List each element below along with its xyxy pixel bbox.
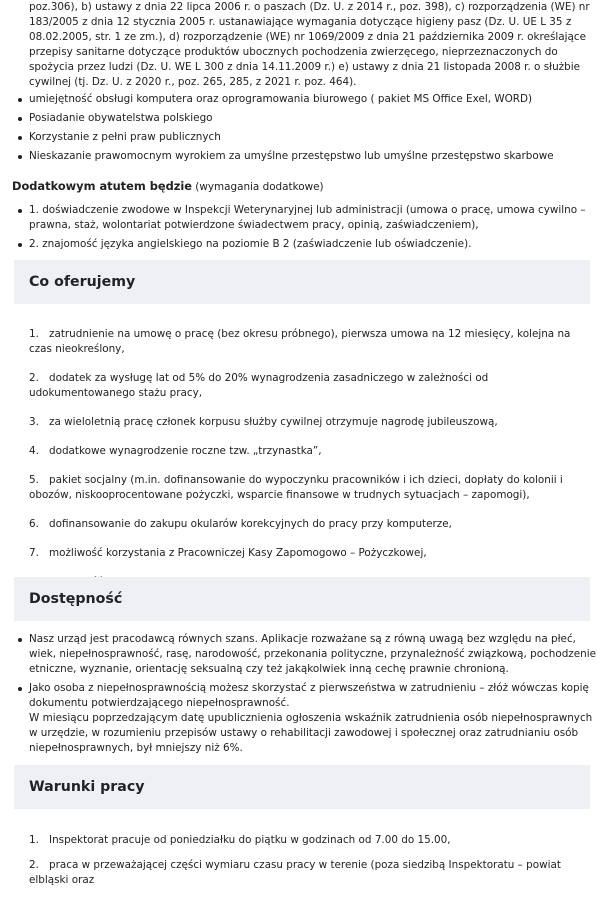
item-number: 2. (29, 859, 39, 871)
item-text: dodatkowe wynagrodzenie roczne tzw. „trzynastka”, (49, 445, 322, 457)
employment-rate-text: W miesiącu poprzedzającym datę upublicznienia ogłoszenia wskaźnik zatrudnienia osób niepełnosprawnych w urzędzie, w rozumieniu przepisów ustawy o rehabilitacji zawodowej i społecznej oraz zatrudnianiu osób niepełnosprawnych, był mniejszy niż 6%. (29, 712, 593, 754)
item-text: za wieloletnią pracę członek korpusu służby cywilnej otrzymuje nagrodę jubileuszową, (49, 416, 498, 428)
item-text: dofinansowanie do zakupu okularów korekcyjnych do pracy przy komputerze, (49, 518, 452, 530)
list-item: 2. znajomość języka angielskiego na poziomie B 2 (zaświadczenie lub oświadczenie). (12, 237, 600, 252)
item-number: 7. (29, 547, 39, 559)
list-item: Korzystanie z pełni praw publicznych (12, 130, 600, 145)
conditions-title: Warunki pracy (29, 778, 145, 795)
disability-priority-text: Jako osoba z niepełnosprawnością możesz skorzystać z pierwszeństwa w zatrudnieniu – złóż wówczas kopię dokumentu potwierdzającego niepełnosprawność. (29, 682, 589, 709)
list-item (29, 546, 591, 561)
item-number: 6. (29, 518, 39, 530)
list-item (29, 858, 591, 888)
additional-heading (12, 179, 600, 195)
accessibility-list (12, 632, 600, 756)
accessibility-title: Dostępność (29, 590, 123, 607)
legal-basis-text: poz.306), b) ustawy z dnia 22 lipca 2006 r. o paszach (Dz. U. z 2014 r., poz. 398), c) rozporządzenia (WE) nr 183/2005 z dnia 12 stycznia 2005 r. ustanawiające wymagania dotyczące higieny pasz (Dz. U. UE L 35 z 08.02.2005, str. 1 ze zm.), d) rozporządzenie (WE) nr 1069/2009 z dnia 21 października 2009 r. określające przepisy sanitarne dotyczące produktów ubocznych pochodzenia zwierzęcego, nieprzeznaczonych do spożycia przez ludzi (Dz. U. WE L 300 z dnia 14.11.2009 r.) e) ustawy z dnia 21 listopada 2008 r. o służbie cywilnej (tj. Dz. U. z 2020 r., poz. 265, 285, z 2021 r. poz. 464). (29, 1, 590, 88)
list-item (29, 327, 591, 357)
intro-section (12, 0, 600, 164)
item-text: możliwość korzystania z Pracowniczej Kasy Zapomogowo – Pożyczkowej, (49, 547, 427, 559)
item-text: zatrudnienie na umowę o pracę (bez okresu próbnego), pierwsza umowa na 12 miesięcy, kolejna na czas nieokreślony, (29, 328, 571, 355)
list-item: Posiadanie obywatelstwa polskiego (12, 111, 600, 126)
list-item (29, 415, 591, 430)
additional-list (12, 203, 600, 252)
list-item (12, 681, 600, 756)
list-item: 1. doświadczenie zwodowe w Inspekcji Weterynaryjnej lub administracji (umowa o pracę, umowa cywilno – prawna, staż, wolontariat potwierdzone świadectwem pracy, opinią, zaświadczeniem), (12, 203, 600, 233)
item-number: 4. (29, 445, 39, 457)
list-item (29, 517, 591, 532)
additional-heading-label: Dodatkowym atutem będzie (12, 179, 192, 193)
offer-list (29, 327, 591, 590)
accessibility-section-header (14, 577, 590, 621)
offer-section (29, 327, 591, 604)
offer-title: Co oferujemy (29, 273, 136, 290)
list-item (29, 444, 591, 459)
list-item (29, 833, 591, 848)
item-number: 5. (29, 474, 39, 486)
list-item: umiejętność obsługi komputera oraz oprogramowania biurowego ( pakiet MS Office Exel, WORD) (12, 92, 600, 107)
item-number: 1. (29, 834, 39, 846)
offer-section-header (14, 260, 590, 304)
additional-heading-note: (wymagania dodatkowe) (195, 181, 324, 193)
item-text: pakiet socjalny (m.in. dofinansowanie do wypoczynku pracowników i ich dzieci, dopłaty do kolonii i obozów, niskooprocentowane pożyczki, wsparcie finansowe w trudnych sytuacjach – zapomogi), (29, 474, 563, 501)
list-item (29, 473, 591, 503)
accessibility-section (12, 632, 600, 756)
item-text: dodatek za wysługę lat od 5% do 20% wynagrodzenia zasadniczego w zależności od udokumentowanego stażu pracy, (29, 372, 489, 399)
requirements-list (12, 92, 600, 164)
item-number: 3. (29, 416, 39, 428)
conditions-section-header (14, 765, 590, 809)
list-item: Nasz urząd jest pracodawcą równych szans. Aplikacje rozważane są z równą uwagą bez względu na płeć, wiek, niepełnosprawność, rasę, narodowość, przekonania polityczne, przynależność związkową, pochodzenie etniczne, wyznanie, orientację seksualną czy też jakąkolwiek inną cechę prawnie chronioną. (12, 632, 600, 677)
item-number: 2. (29, 372, 39, 384)
list-item (29, 371, 591, 401)
item-text: praca w przeważającej części wymiaru czasu pracy w terenie (poza siedzibą Inspektoratu – powiat elbląski oraz (29, 859, 561, 886)
list-item: Nieskazanie prawomocnym wyrokiem za umyślne przestępstwo lub umyślne przestępstwo skarbowe (12, 149, 600, 164)
additional-requirements (12, 179, 600, 252)
item-text: Inspektorat pracuje od poniedziałku do piątku w godzinach od 7.00 do 15.00, (49, 834, 451, 846)
conditions-list (29, 833, 591, 888)
item-number: 1. (29, 328, 39, 340)
